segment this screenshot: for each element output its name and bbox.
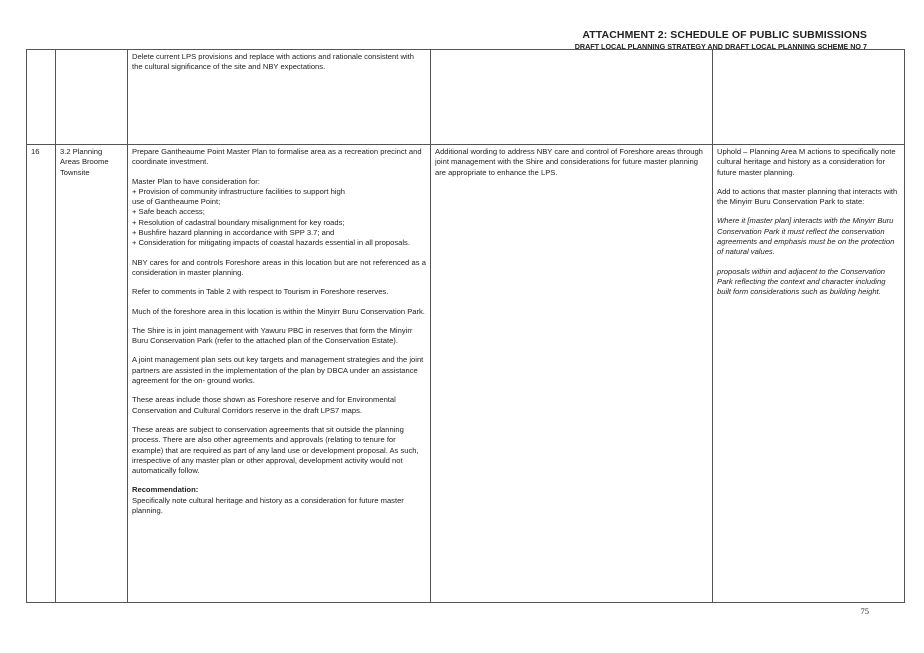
recommendation-paragraph: Uphold – Planning Area M actions to specifically note cultural heritage and history as a consideration for future master planning. [717,147,896,177]
attachment-title: ATTACHMENT 2: SCHEDULE OF PUBLIC SUBMISSIONS [582,29,867,41]
cell-response [431,50,713,145]
submissions-table [26,49,905,603]
submission-recommendation [132,485,426,516]
cell-submission [128,50,431,145]
submission-paragraph: These areas include those shown as Foreshore reserve and for Environmental Conservation and Cultural Corridors reserve in the draft LPS7 maps. [132,395,396,415]
table-row-16 [27,145,905,603]
submission-paragraph: A joint management plan sets out key targets and management strategies and the joint partners are assisted in the implementation of the plan by DBCA under an assistance agreement for the on- ground works. [132,355,424,386]
cell-recommendation [713,50,905,145]
submission-paragraph: Prepare Gantheaume Point Master Plan to formalise area as a recreation precinct and coordinate investment. [132,147,422,167]
cell-response [431,145,713,603]
cell-recommendation [713,145,905,603]
cell-number [27,145,56,603]
page-number: 75 [860,606,869,616]
submission-paragraph: NBY cares for and controls Foreshore areas in this location but are not referenced as a consideration in master planning. [132,257,426,277]
section-reference: 3.2 Planning Areas Broome Townsite [60,147,109,177]
recommendation-quote: Where it [master plan] interacts with the Minyirr Buru Conservation Park it must reflect the conservation agreements and emphasis must be on the protection of natural values. [717,216,895,257]
response-text: Additional wording to address NBY care and control of Foreshore areas through joint management with the Shire and considerations for future master planning are appropriate to enhance the LPS. [435,147,703,177]
recommendation-text: Specifically note cultural heritage and history as a consideration for future master planning. [132,495,404,516]
submission-text: Delete current LPS provisions and replace with actions and rationale consistent with the cultural significance of the site and NBY expectations. [132,52,414,72]
recommendation-heading: Recommendation: [132,485,199,495]
attachment-subtitle: DRAFT LOCAL PLANNING STRATEGY AND DRAFT LOCAL PLANNING SCHEME NO 7 [574,42,867,51]
submission-paragraph: These areas are subject to conservation agreements that sit outside the planning process. There are also other agreements and approvals (relating to tenure for example) that are required as part of any land use or development proposal. As such, irrespective of any master plan or other approval, development activity would not automatically follow. [132,424,419,476]
recommendation-paragraph: Add to actions that master planning that interacts with the Minyirr Buru Conservation Park to state: [717,186,898,207]
cell-number [27,50,56,145]
cell-submission [128,145,431,603]
submission-paragraph: Much of the foreshore area in this location is within the Minyirr Buru Conservation Park. [132,306,425,316]
table-row-continued [27,50,905,145]
cell-section [56,50,128,145]
master-plan-considerations: Master Plan to have consideration for: + Provision of community infrastructure facilities to support high use of Gantheaume Point; + Safe beach access; + Resolution of cadastral boundary misalignment for key roads; + Bushfire hazard planning in accordance with SPP 3.7; and + Consideration for mitigating impacts of coastal hazards essential in all proposals. [132,176,410,248]
cell-section [56,145,128,603]
submission-paragraph: Refer to comments in Table 2 with respect to Tourism in Foreshore reserves. [132,287,389,297]
submission-number: 16 [31,147,40,156]
submission-paragraph: The Shire is in joint management with Yawuru PBC in reserves that form the Minyirr Buru Conservation Park (refer to the attached plan of the Conservation Estate). [132,325,413,346]
recommendation-quote: proposals within and adjacent to the Conservation Park reflecting the context and character including built form considerations such as building height. [717,266,886,297]
